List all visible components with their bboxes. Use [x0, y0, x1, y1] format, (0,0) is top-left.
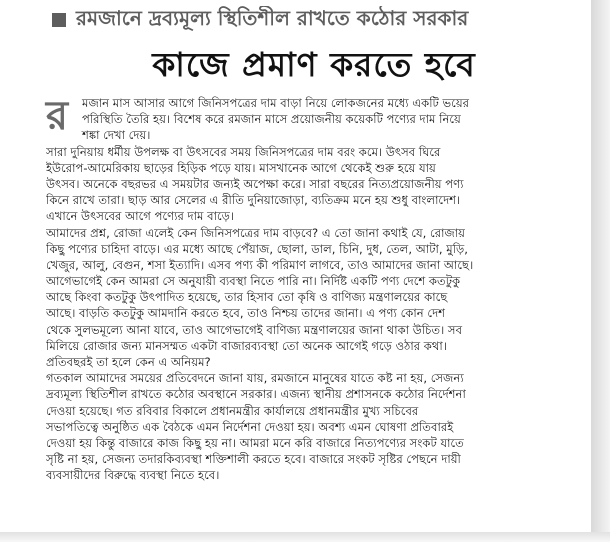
body-line: খেজুর, আলু, বেগুন, শসা ইত্যাদি। এসব পণ্য কী পরিমাণ লাগবে, তাও আমাদের জানা আছে।	[46, 257, 474, 272]
body-line: দ্রব্যমূল্য স্থিতিশীল রাখতে কঠোর অবস্থানে সরকার। এজন্য স্থানীয় প্রশাসনকে কঠোর নির্দেশনা	[46, 387, 466, 402]
body-line: কিনে রাখে তারা। ছাড় আর সেলের এ রীতি দুনিয়াজোড়া, ব্যতিক্রম মনে হয় শুধু বাংলাদেশ।	[46, 193, 461, 208]
body-line: কিছু পণ্যের চাহিদা বাড়ে। এর মধ্যে আছে পেঁয়াজ, ছোলা, ডাল, চিনি, দুধ, তেল, আটা, মুড়ি,	[46, 241, 468, 256]
body-line: প্রতিবছরই তা হলে কেন এ অনিয়ম?	[46, 355, 211, 369]
body-line: এখানে উৎসবের আগে পণ্যের দাম বাড়ে।	[46, 209, 235, 224]
body-line: মজান মাস আসার আগে জিনিসপত্রের দাম বাড়া নিয়ে লোকজনের মধ্যে একটি ভয়ের	[82, 96, 470, 110]
body-line: থেকে সুলভমূল্যে আনা যাবে, তাও আগেভাগেই বাণিজ্য মন্ত্রণালয়ের জানা থাকা উচিত। সব	[46, 322, 463, 337]
body-line: গতকাল আমাদের সময়ের প্রতিবেদনে জানা যায়, রমজানে মানুষের যাতে কষ্ট না হয়, সেজন্য	[46, 371, 464, 386]
body-line: দেওয়া হয় কিন্তু বাজারে কাজ কিছু হয় না। আমরা মনে করি বাজারে নিত্যপণ্যের সংকট যাতে	[46, 435, 464, 450]
body-line: সভাপতিত্বে অনুষ্ঠিত এক বৈঠকে এমন নির্দেশনা দেওয়া হয়। অবশ্য এমন ঘোষণা প্রতিবারই	[46, 419, 454, 434]
body-line: ইউরোপ-আমেরিকায় ছাড়ের হিড়িক পড়ে যায়। মাসখানেক আগে থেকেই শুরু হয়ে যায়	[46, 160, 436, 175]
body-line: দেওয়া হয়েছে। গত রবিবার বিকালে প্রধানমন্ত্রীর কার্যালয়ে প্রধানমন্ত্রীর মুখ্য সচিবের	[46, 403, 419, 418]
body-line: আমাদের প্রশ্ন, রোজা এলেই কেন জিনিসপত্রের দাম বাড়বে? এ তো জানা কথাই যে, রোজায়	[46, 225, 466, 240]
drop-cap: র	[46, 93, 69, 139]
body-line: সারা দুনিয়ায় ধর্মীয় উপলক্ষ বা উৎসবের সময় জিনিসপত্রের দাম বরং কমে। উৎসব ঘিরে	[46, 144, 441, 159]
kicker-text: রমজানে দ্রব্যমূল্য স্থিতিশীল রাখতে কঠোর সরকার	[76, 6, 469, 30]
page-edge-shadow	[591, 0, 610, 542]
article-kicker	[52, 6, 588, 34]
article-headline: কাজে প্রমাণ করতে হবে	[152, 45, 476, 84]
square-bullet-icon	[52, 13, 66, 27]
body-line: আছে কিংবা কতটুকু উৎপাদিত হয়েছে, তার হিসাব তো কৃষি ও বাণিজ্য মন্ত্রণালয়ের কাছে	[46, 290, 448, 305]
body-line: মিলিয়ে রোজার জন্য মানসম্মত একটা বাজারব্যবস্থা তো অনেক আগেই গড়ে ওঠার কথা।	[46, 338, 447, 353]
body-line: আগেভাগেই কেন আমরা সে অনুযায়ী ব্যবস্থা নিতে পারি না। নির্দিষ্ট একটি পণ্য দেশে কতটুকু	[46, 274, 461, 289]
body-line: আছে। বাড়তি কতটুকু আমদানি করতে হবে, তাও নিশ্চয় তাদের জানা। এ পণ্য কোন দেশ	[46, 306, 446, 321]
page-bottom-shadow	[0, 532, 610, 542]
article-body	[46, 95, 588, 484]
body-line: উৎসব। অনেকে বছরভর এ সময়টার জন্যই অপেক্ষা করে। সারা বছরের নিত্যপ্রয়োজনীয় পণ্য	[46, 176, 464, 191]
body-line: ব্যবসায়ীদের বিরুদ্ধে ব্যবস্থা নিতে হবে।	[46, 468, 220, 483]
body-line: সৃষ্টি না হয়, সেজন্য তদারকিব্যবস্থা শক্তিশালী করতে হবে। বাজারে সংকট সৃষ্টির পেছনে দায়ী	[46, 452, 461, 467]
body-line: পরিস্থিতি তৈরি হয়। বিশেষ করে রমজান মাসে প্রয়োজনীয় কয়েকটি পণ্যের দাম নিয়ে	[82, 112, 461, 127]
newspaper-article	[40, 0, 588, 530]
body-line: শঙ্কা দেখা দেয়।	[82, 128, 151, 143]
